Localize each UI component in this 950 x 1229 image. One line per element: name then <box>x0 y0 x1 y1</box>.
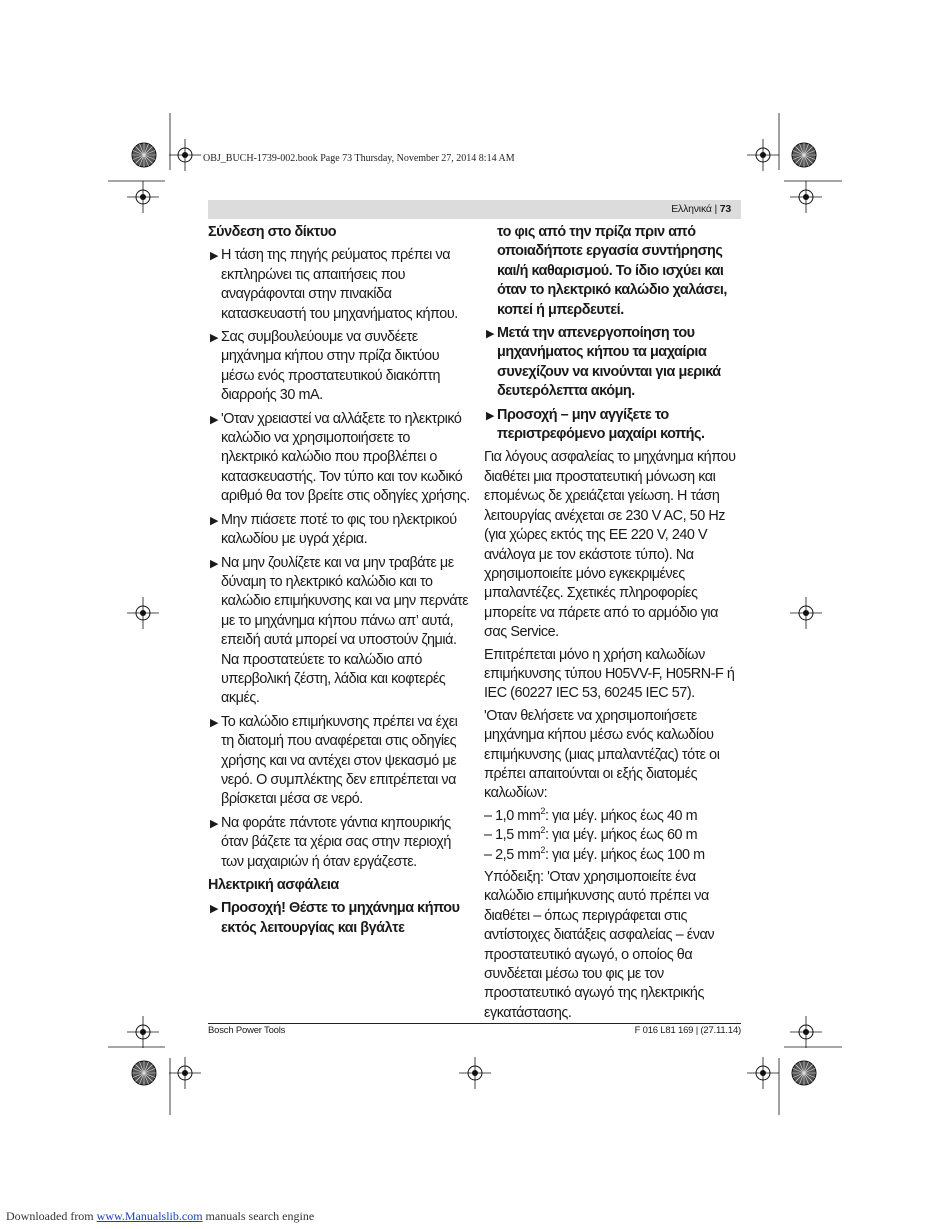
footer-doc-code: F 016 L81 169 | (27.11.14) <box>634 1025 741 1036</box>
bullet-arrow-icon: ▶ <box>486 328 495 341</box>
warning-list-item: ▶ Μετά την απενεργοποίηση του μηχανήματος κήπου τα μαχαίρια συνεχίζουν να κινούνται για μερικά δευτερόλεπτα ακόμη. <box>486 325 721 400</box>
header-page-number: 73 <box>719 203 731 215</box>
paragraph-cable-types: Επιτρέπεται μόνο η χρήση καλωδίων επιμήκυνσης τύπου H05VV-F, H05RN-F ή IEC (60227 IEC 53, 60245 IEC 57). <box>484 646 735 702</box>
cable-spec-item: – 1,5 $mm^2$: για μέγ. μήκος έως 60 m <box>484 825 698 844</box>
download-suffix: manuals search engine <box>205 1209 315 1223</box>
section-heading-electrical-safety: Ηλεκτρική ασφάλεια <box>208 877 339 893</box>
list-item: ▶ Η τάση της πηγής ρεύματος πρέπει να εκπληρώνει τις απαιτήσεις που αναγράφονται στην πινακίδα κατασκευαστή του μηχανήματος κήπου. <box>210 247 458 322</box>
list-item: ▶ Το καλώδιο επιμήκυνσης πρέπει να έχει τη διατομή που αναφέρεται στις οδηγίες χρήσης και να αντέχει στον ψεκασμό με νερό. Ο συμπλέκτης δεν επιτρέπεται να βρίσκεται μέσα σε νερό. <box>210 713 458 808</box>
list-item: ▶ Να μην ζουλίζετε και να μην τραβάτε με δύναμη το ηλεκτρικό καλώδιο και το καλώδιο επιμήκυνσης και να μην περνάτε με το μηχάνημα κήπου πάνω απ’ αυτά, επειδή αυτά μπορεί να υποστούν ζημιά. Να προστατεύετε το καλώδιο από υπερβολική ζέστη, λάδια και κοφτερές ακμές. <box>210 554 469 707</box>
bullet-arrow-icon: ▶ <box>210 716 219 729</box>
warning-list-item: ▶ Προσοχή! Θέστε το μηχάνημα κήπου εκτός λειτουργίας και βγάλτε <box>210 900 460 936</box>
manualslib-link[interactable]: www.Manualslib.com <box>96 1209 203 1223</box>
header-separator: | <box>714 203 717 215</box>
section-heading-mains-connection: Σύνδεση στο δίκτυο <box>208 224 337 240</box>
list-item: ▶ Μην πιάσετε ποτέ το φις του ηλεκτρικού καλωδίου με υγρά χέρια. <box>210 511 457 548</box>
list-item: ▶ 'Οταν χρειαστεί να αλλάξετε το ηλεκτρικό καλώδιο να χρησιμοποιήσετε το ηλεκτρικό καλώδιο που προβλέπει ο κατασκευαστής. Τον τύπο και τον κωδικό αριθμό θα τον βρείτε στις οδηγίες χρήσης. <box>210 410 470 505</box>
right-column <box>484 223 742 1026</box>
warning-list-item: ▶ Προσοχή – μην αγγίξετε το περιστρεφόμενο μαχαίρι κοπής. <box>486 406 705 443</box>
bullet-arrow-icon: ▶ <box>210 250 219 263</box>
warning-continuation: το φις από την πρίζα πριν από οποιαδήποτε εργασία συντήρησης και/ή καθαρισμού. Το ίδιο ισχύει και όταν το ηλεκτρικό καλώδιο χαλάσει, κοπεί ή μπερδευτεί. <box>497 224 727 318</box>
footer-company: Bosch Power Tools <box>208 1025 286 1036</box>
list-item: ▶ Σας συμβουλεύουμε να συνδέετε μηχάνημα κήπου στην πρίζα δικτύου μέσω ενός προστατευτικού διακόπτη διαρροής 30 mA. <box>210 329 441 404</box>
paragraph-note-protective-conductor: Υπόδειξη: 'Οταν χρησιμοποιείτε ένα καλώδιο επιμήκυνσης αυτό πρέπει να διαθέτει – όπως περιγράφεται στις αντίστοιχες διατάξεις ασφαλείας – έναν προστατευτικό αγωγό, ο οποίος θα συνδέεται μέσω του φις με τον προστατευτικό αγωγό της ηλεκτρικής εγκατάστασης. <box>484 869 715 1021</box>
bullet-arrow-icon: ▶ <box>210 514 219 527</box>
bullet-arrow-icon: ▶ <box>210 817 219 830</box>
bullet-arrow-icon: ▶ <box>210 903 219 916</box>
cable-spec-item: – 2,5 $mm^2$: για μέγ. μήκος έως 100 m <box>484 844 705 863</box>
list-item: ▶ Να φοράτε πάντοτε γάντια κηπουρικής όταν βάζετε τα χέρια σας στην περιοχή των μαχαιριών ή όταν εργάζεστε. <box>210 814 451 870</box>
footer-divider <box>208 1023 741 1024</box>
download-prefix: Downloaded from <box>6 1209 94 1223</box>
page-header-band <box>208 200 741 219</box>
bullet-arrow-icon: ▶ <box>210 332 219 345</box>
left-column <box>208 223 470 942</box>
bullet-arrow-icon: ▶ <box>210 413 219 426</box>
cable-spec-item: – 1,0 $mm^2$: για μέγ. μήκος έως 40 m <box>484 805 698 824</box>
paragraph-extension-cable: 'Οταν θελήσετε να χρησιμοποιήσετε μηχάνημα κήπου μέσω ενός καλωδίου επιμήκυνσης (μιας μπαλαντέζας) τότε οι πρέπει απαιτούνται οι εξής διατομές καλωδίων: <box>484 707 720 802</box>
page-header <box>671 203 731 215</box>
header-language: Ελληνικά <box>671 203 712 215</box>
download-bar <box>6 1209 314 1224</box>
paragraph-protective-insulation: Για λόγους ασφαλείας το μηχάνημα κήπου διαθέτει μια προστατευτική μόνωση και επομένως δε χρειάζεται γείωση. Η τάση λειτουργίας ανέχεται σε 230 V AC, 50 Hz (για χώρες εκτός της ΕΕ 220 V, 240 V ανάλογα με τον εκάστοτε τύπο). Να χρησιμοποιείτε μόνο εγκεκριμένες μπαλαντέζες. Σχετικές πληροφορίες μπορείτε να πάρετε από το αρμόδιο για σας Service. <box>484 449 736 641</box>
bullet-arrow-icon: ▶ <box>486 409 495 422</box>
bullet-arrow-icon: ▶ <box>210 557 219 570</box>
print-info-line: OBJ_BUCH-1739-002.book Page 73 Thursday, November 27, 2014 8:14 AM <box>203 153 515 164</box>
